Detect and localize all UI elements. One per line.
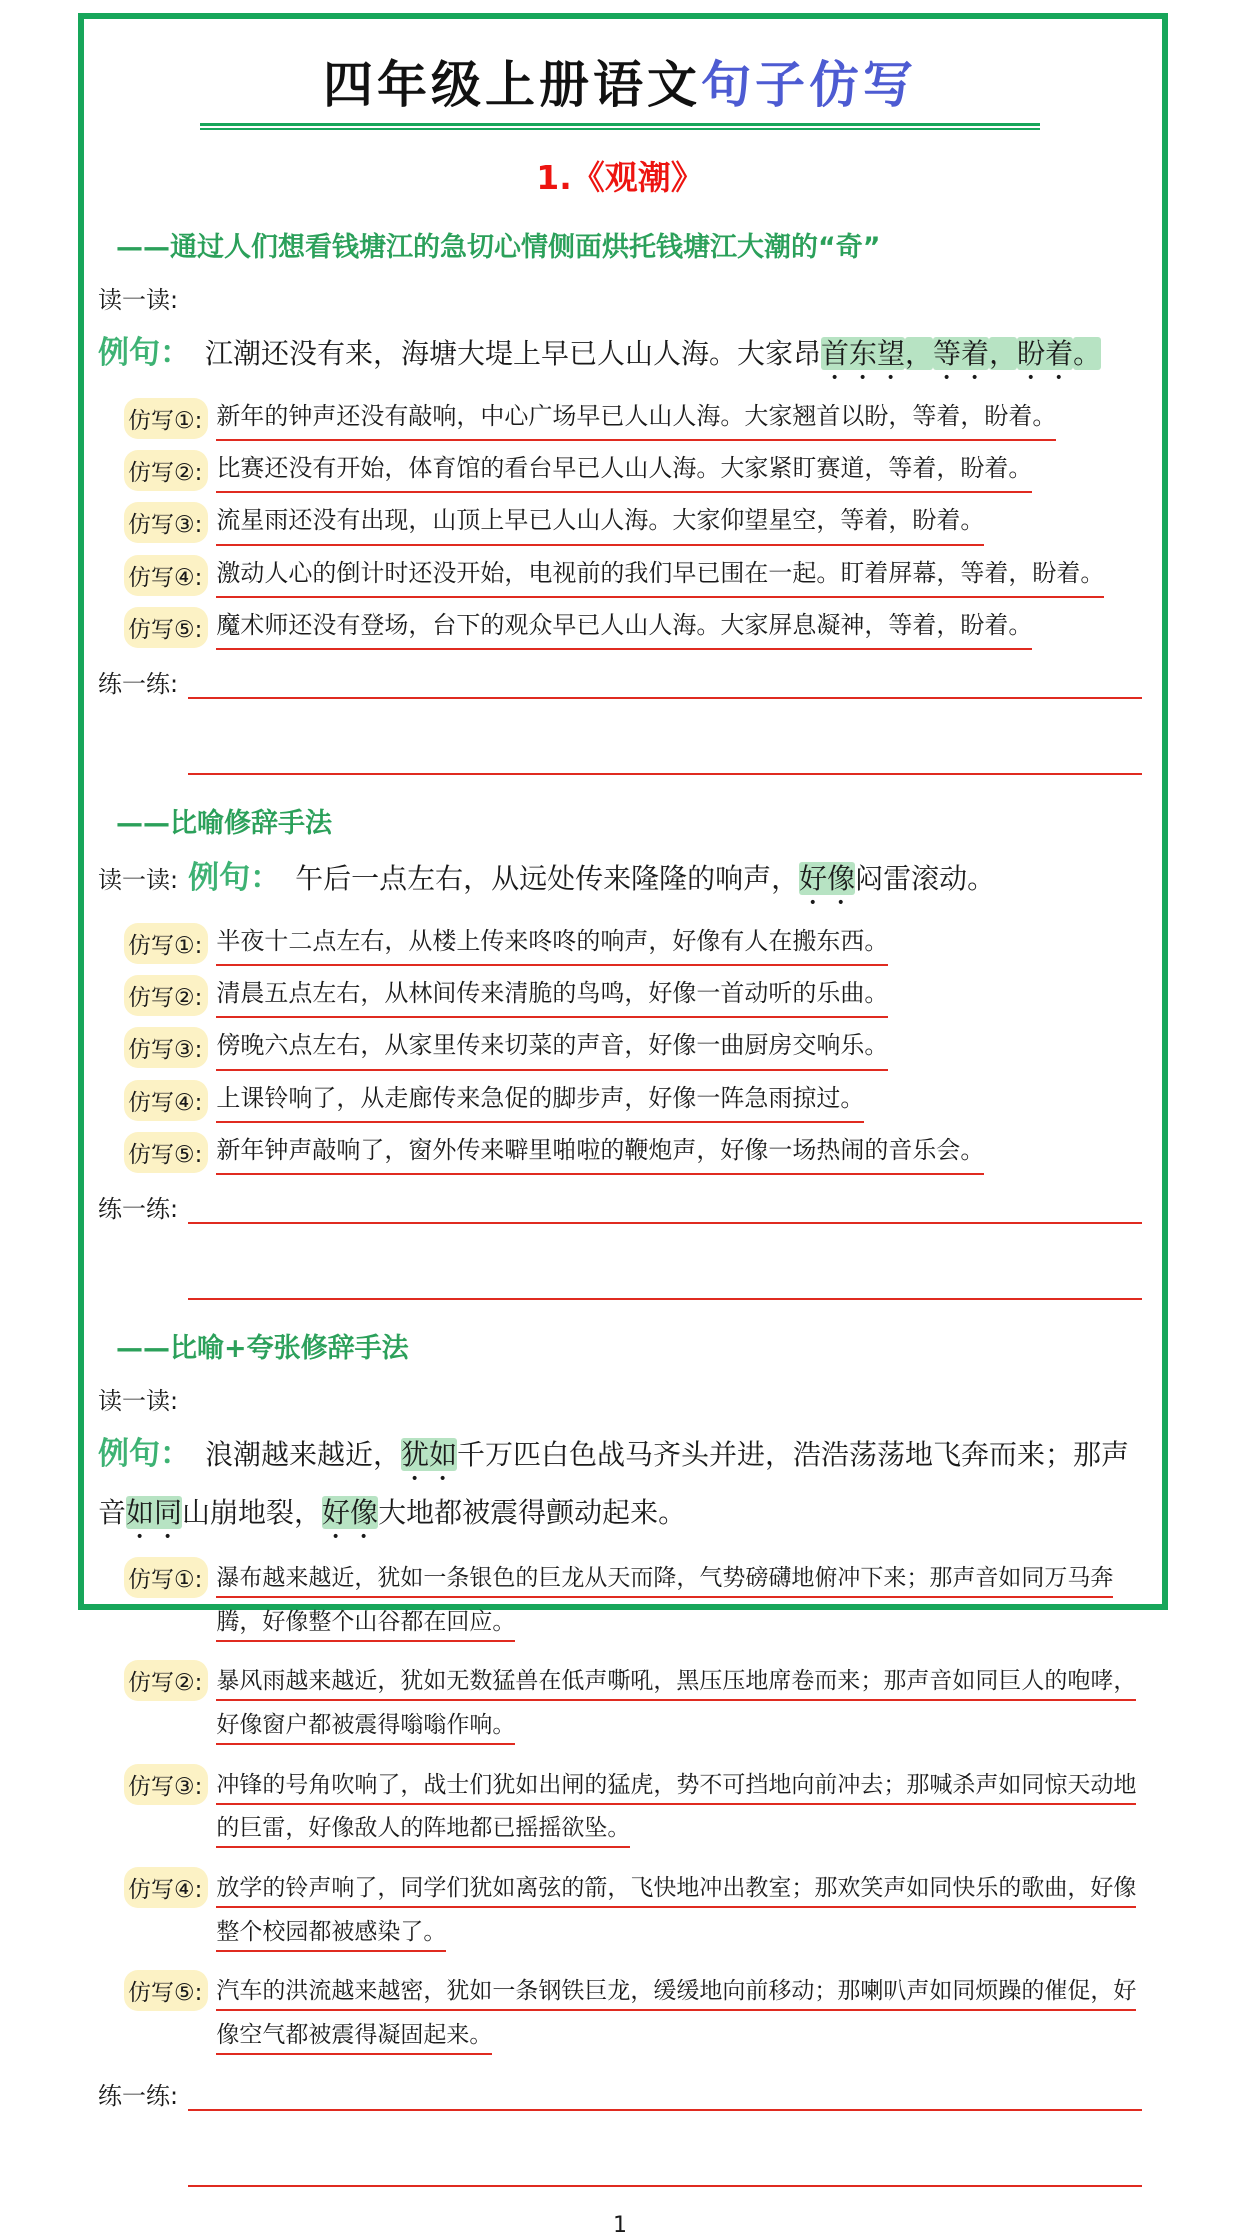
example-text [205, 337, 1101, 370]
imitation-text [216, 607, 1032, 650]
imitation-text [216, 1660, 1142, 1751]
imitation-label: 仿写⑤: [124, 1970, 208, 2011]
imitation-sentence: 清晨五点左右，从林间传来清脆的鸟鸣，好像一首动听的乐曲。 [216, 979, 889, 1008]
imitation-sentence: 冲锋的号角吹响了，战士们犹如出闸的猛虎，势不可挡地向前冲去；那喊杀声如同惊天动地的巨雷，好像敌人的阵地都已摇摇欲坠。 [216, 1772, 1136, 1849]
example-text-segment: 浪潮越来越近， [205, 1437, 402, 1471]
title-underline [200, 123, 1040, 130]
imitation-label: 仿写②: [124, 975, 208, 1016]
practice-line [188, 1268, 1142, 1300]
imitation-row [124, 450, 1142, 493]
imitation-sentence: 瀑布越来越近，犹如一条银色的巨龙从天而降，气势磅礴地俯冲下来；那声音如同万马奔腾，好像整个山谷都在回应。 [216, 1565, 1113, 1642]
imitation-row [124, 1867, 1142, 1958]
example-sentence-line [98, 850, 1142, 911]
practice-label: 练一练: [98, 1194, 179, 1223]
read-example-block [98, 850, 1142, 911]
imitation-row [124, 1132, 1142, 1175]
section-heading: ——比喻修辞手法 [116, 807, 332, 839]
read-label: 读一读: [98, 865, 179, 894]
imitation-sentence: 新年钟声敲响了，窗外传来噼里啪啦的鞭炮声，好像一场热闹的音乐会。 [216, 1135, 985, 1164]
example-text-segment: 江潮还没有来，海塘大堤上早已人山人海。大家昂 [205, 337, 822, 370]
imitation-label: 仿写④: [124, 1867, 208, 1908]
imitation-label: 仿写①: [124, 923, 208, 964]
page-title-blue: 句子仿写 [701, 56, 917, 114]
imitation-sentence: 新年的钟声还没有敲响，中心广场早已人山人海。大家翘首以盼，等着，盼着。 [216, 402, 1057, 430]
imitation-label: 仿写②: [124, 1660, 208, 1701]
imitation-sentence: 流星雨还没有出现，山顶上早已人山人海。大家仰望星空，等着，盼着。 [216, 506, 985, 535]
page-title-black: 四年级上册语文 [323, 56, 701, 114]
example-text-segment: 山崩地裂， [182, 1495, 323, 1529]
imitation-list [124, 398, 1142, 650]
practice-row [98, 2076, 1142, 2111]
imitation-row [124, 1764, 1142, 1855]
example-text-segment: 千万匹白色战马齐头并进，浩浩荡荡地飞奔而来；那声音 [98, 1437, 1130, 1529]
read-example-block [98, 280, 1142, 386]
imitation-sentence: 汽车的洪流越来越密，犹如一条钢铁巨龙，缓缓地向前移动；那喇叭声如同烦躁的催促，好像空气都被震得凝固起来。 [216, 1978, 1136, 2055]
imitation-text [216, 502, 984, 545]
example-text-segment: 闷雷滚动。 [855, 861, 996, 895]
imitation-text [216, 1080, 864, 1123]
read-example-block [98, 1381, 1142, 1545]
section-heading: ——通过人们想看钱塘江的急切心情侧面烘托钱塘江大潮的“奇” [116, 232, 881, 263]
imitation-row [124, 1080, 1142, 1123]
practice-label: 练一练: [98, 2081, 179, 2110]
example-text-segment: 午后一点左右，从远处传来隆隆的响声， [295, 861, 800, 895]
example-label: 例句： [98, 335, 191, 371]
imitation-row [124, 1027, 1142, 1070]
highlighted-word: 等着 [933, 337, 990, 370]
imitation-sentence: 魔术师还没有登场，台下的观众早已人山人海。大家屏息凝神，等着，盼着。 [216, 610, 1033, 639]
example-sentence-line [98, 1426, 1142, 1545]
imitation-sentence: 上课铃响了，从走廊传来急促的脚步声，好像一阵急雨掠过。 [216, 1083, 865, 1112]
example-text-segment: 大地都被震得颤动起来。 [378, 1495, 687, 1529]
example-text [295, 862, 995, 895]
highlighted-word: 。 [1073, 337, 1102, 370]
imitation-label: 仿写⑤: [124, 607, 208, 648]
imitation-row [124, 1970, 1142, 2061]
imitation-sentence: 比赛还没有开始，体育馆的看台早已人山人海。大家紧盯赛道，等着，盼着。 [216, 454, 1033, 483]
highlighted-word: 好像 [799, 861, 856, 895]
example-label: 例句： [98, 1435, 191, 1472]
practice-line [188, 2079, 1142, 2111]
practice-row [98, 664, 1142, 699]
page-title [98, 45, 1142, 117]
practice-line [188, 1192, 1142, 1224]
lesson-title: 1.《观潮》 [536, 158, 704, 197]
imitation-text [216, 1764, 1142, 1855]
imitation-sentence: 激动人心的倒计时还没开始，电视前的我们早已围在一起。盯着屏幕，等着，盼着。 [216, 558, 1105, 587]
highlighted-word: 好像 [322, 1495, 379, 1529]
imitation-row [124, 555, 1142, 598]
imitation-row [124, 1660, 1142, 1751]
imitation-text [216, 1027, 888, 1070]
imitation-sentence: 放学的铃声响了，同学们犹如离弦的箭，飞快地冲出教室；那欢笑声如同快乐的歌曲，好像整个校园都被感染了。 [216, 1875, 1136, 1952]
imitation-sentence: 暴风雨越来越近，犹如无数猛兽在低声嘶吼，黑压压地席卷而来；那声音如同巨人的咆哮，好像窗户都被震得嗡嗡作响。 [216, 1668, 1136, 1745]
section-heading: ——比喻+夸张修辞手法 [116, 1332, 409, 1364]
highlighted-word: 如同 [126, 1495, 183, 1529]
imitation-list [124, 1557, 1142, 2062]
imitation-row [124, 398, 1142, 441]
imitation-label: 仿写③: [124, 1764, 208, 1805]
imitation-text [216, 1970, 1142, 2061]
worksheet-page [78, 13, 1168, 2238]
example-text [98, 1435, 1130, 1529]
imitation-row [124, 975, 1142, 1018]
imitation-text [216, 923, 888, 966]
page-number: 1 [613, 2212, 627, 2238]
imitation-list [124, 923, 1142, 1175]
highlighted-word: ， [905, 337, 934, 370]
practice-line [188, 667, 1142, 699]
example-label: 例句： [188, 859, 282, 896]
imitation-label: 仿写③: [124, 502, 208, 543]
imitation-label: 仿写③: [124, 1027, 208, 1068]
imitation-text [216, 975, 888, 1018]
imitation-row [124, 923, 1142, 966]
practice-block [98, 2076, 1142, 2187]
highlighted-word: 盼着 [1017, 337, 1074, 370]
example-sentence-line [98, 325, 1142, 386]
imitation-text [216, 1557, 1142, 1648]
practice-row [98, 1189, 1142, 1224]
imitation-text [216, 1867, 1142, 1958]
section-metaphor-hyperbole [98, 1326, 1142, 2187]
highlighted-word: 犹如 [401, 1437, 458, 1471]
imitation-label: 仿写④: [124, 555, 208, 596]
read-label: 读一读: [98, 1386, 179, 1415]
imitation-sentence: 傍晚六点左右，从家里传来切菜的声音，好像一曲厨房交响乐。 [216, 1031, 889, 1060]
highlighted-word: 首东望 [821, 337, 906, 370]
imitation-text [216, 555, 1104, 598]
imitation-label: 仿写①: [124, 398, 208, 439]
section-human-feeling [98, 225, 1142, 775]
highlighted-word: ， [989, 337, 1018, 370]
practice-block [98, 664, 1142, 775]
practice-line [188, 2155, 1142, 2187]
imitation-text [216, 1132, 984, 1175]
imitation-sentence: 半夜十二点左右，从楼上传来咚咚的响声，好像有人在搬东西。 [216, 926, 889, 955]
imitation-label: 仿写④: [124, 1080, 208, 1121]
imitation-label: 仿写②: [124, 450, 208, 491]
practice-label: 练一练: [98, 669, 179, 698]
practice-line [188, 743, 1142, 775]
read-label: 读一读: [98, 286, 179, 314]
imitation-text [216, 450, 1032, 493]
imitation-row [124, 607, 1142, 650]
imitation-text [216, 398, 1056, 441]
imitation-label: 仿写①: [124, 1557, 208, 1598]
imitation-label: 仿写⑤: [124, 1132, 208, 1173]
practice-block [98, 1189, 1142, 1300]
imitation-row [124, 1557, 1142, 1648]
section-metaphor [98, 801, 1142, 1300]
imitation-row [124, 502, 1142, 545]
